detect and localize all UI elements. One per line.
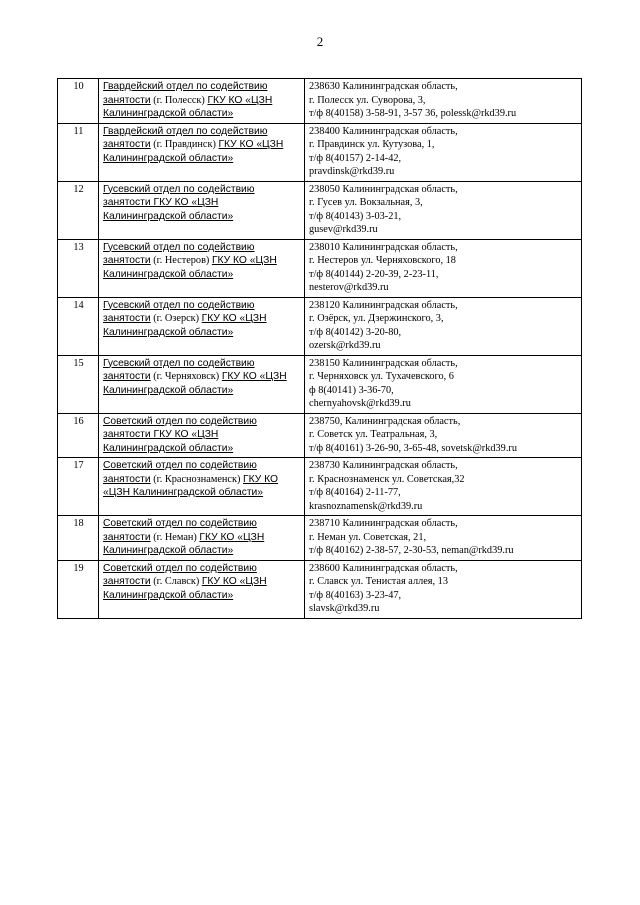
office-name-line: Советский отдел по содействию: [103, 562, 257, 574]
office-name-text: ГКУ КО: [243, 473, 278, 485]
address-line: г. Полесск ул. Суворова, 3,: [309, 94, 426, 106]
table-row: [58, 181, 582, 239]
address-line: 238710 Калининградская область,: [309, 518, 458, 529]
office-name-text: ГКУ КО «ЦЗН: [201, 576, 267, 587]
office-name-line: Калининградской области»: [103, 268, 234, 280]
office-name-line: Калининградской области»: [103, 589, 234, 601]
office-address-cell: [305, 413, 582, 458]
row-number: 13: [58, 239, 99, 297]
office-address-cell: [305, 239, 582, 297]
employment-offices-table: [57, 78, 582, 619]
table-body: [58, 79, 582, 619]
row-number: 17: [58, 458, 99, 516]
office-name-cell: [99, 79, 305, 124]
address-line: т/ф 8(40164) 2-11-77,: [309, 487, 401, 498]
address-line: т/ф 8(40163) 3-23-47,: [309, 589, 402, 601]
office-name-cell: [99, 297, 305, 355]
office-name-text: занятости: [103, 473, 151, 485]
office-name-line: Калининградской области»: [103, 152, 234, 164]
row-number: 11: [58, 123, 99, 181]
address-line: 238630 Калининградская область,: [309, 81, 458, 92]
address-line: chernyahovsk@rkd39.ru: [309, 398, 411, 409]
office-name-line: [103, 138, 301, 152]
address-line: ozersk@rkd39.ru: [309, 340, 381, 351]
office-name-cell: [99, 355, 305, 413]
address-line: krasnoznamensk@rkd39.ru: [309, 500, 423, 512]
address-line: 238400 Калининградская область,: [309, 125, 458, 137]
office-name-line: [103, 196, 301, 210]
address-line: т/ф 8(40142) 3-20-80,: [309, 326, 402, 338]
table-row: [58, 516, 582, 561]
address-line: 238730 Калининградская область,: [309, 460, 458, 471]
office-address-cell: [305, 123, 582, 181]
office-name-line: Гусевский отдел по содействию: [103, 299, 255, 311]
table-row: [58, 297, 582, 355]
row-number: 10: [58, 79, 99, 124]
address-line: 238600 Калининградская область,: [309, 562, 458, 574]
row-number: 15: [58, 355, 99, 413]
office-name-line: Гвардейский отдел по содействию: [103, 125, 268, 137]
address-line: nesterov@rkd39.ru: [309, 282, 389, 293]
table-row: [58, 355, 582, 413]
office-name-line: Калининградской области»: [103, 384, 234, 396]
office-name-text: занятости: [103, 255, 151, 266]
office-name-line: Калининградской области»: [103, 108, 234, 119]
office-name-line: Калининградской области»: [103, 210, 234, 222]
address-line: т/ф 8(40162) 2-38-57, 2-30-53, neman@rkd39.ru: [309, 545, 514, 556]
address-line: 238750, Калининградская область,: [309, 415, 461, 427]
office-name-line: Калининградской области»: [103, 326, 234, 338]
office-address-cell: [305, 516, 582, 561]
office-name-cell: [99, 123, 305, 181]
office-city: (г. Краснознаменск): [150, 473, 244, 485]
office-name-line: «ЦЗН Калининградской области»: [103, 487, 264, 498]
address-line: г. Советск ул. Театральная, 3,: [309, 429, 438, 440]
row-number: 12: [58, 181, 99, 239]
address-line: ф 8(40141) 3-36-70,: [309, 384, 394, 396]
office-name-text: занятости: [103, 94, 151, 106]
office-name-text: ГКУ КО «ЦЗН: [218, 139, 284, 150]
office-name-text: занятости: [103, 313, 151, 324]
office-name-line: Гвардейский отдел по содействию: [103, 81, 268, 92]
office-city: (г. Неман): [150, 531, 200, 543]
office-name-cell: [99, 458, 305, 516]
address-line: т/ф 8(40143) 3-03-21,: [309, 210, 402, 222]
address-line: pravdinsk@rkd39.ru: [309, 166, 395, 177]
row-number: 18: [58, 516, 99, 561]
office-city: (г. Правдинск): [150, 139, 219, 150]
office-name-line: Советский отдел по содействию: [103, 518, 257, 529]
table-row: [58, 239, 582, 297]
office-name-line: [103, 575, 301, 589]
address-line: г. Нестеров ул. Черняховского, 18: [309, 255, 456, 266]
office-name-line: Калининградской области»: [103, 545, 234, 556]
office-name-line: Гусевский отдел по содействию: [103, 183, 255, 195]
office-name-cell: [99, 239, 305, 297]
address-line: т/ф 8(40161) 3-26-90, 3-65-48, sovetsk@rkd39.ru: [309, 442, 517, 454]
office-name-text: ГКУ КО «ЦЗН: [207, 94, 273, 106]
office-name-line: [103, 473, 301, 487]
office-name-line: Калининградской области»: [103, 442, 234, 454]
address-line: 238120 Калининградская область,: [309, 299, 458, 311]
table-row: [58, 458, 582, 516]
table-row: [58, 123, 582, 181]
address-line: г. Гусев ул. Вокзальная, 3,: [309, 197, 423, 208]
row-number: 16: [58, 413, 99, 458]
table-row: [58, 79, 582, 124]
office-name-line: [103, 312, 301, 326]
office-name-line: [103, 370, 301, 384]
address-line: г. Неман ул. Советская, 21,: [309, 531, 427, 543]
office-name-text: занятости: [103, 576, 151, 587]
office-address-cell: [305, 355, 582, 413]
office-name-text: занятости ГКУ КО «ЦЗН: [103, 429, 219, 440]
office-city: (г. Черняховск): [150, 371, 222, 382]
address-line: г. Черняховск ул. Тухачевского, 6: [309, 371, 454, 382]
office-city: (г. Озерск): [150, 313, 202, 324]
address-line: т/ф 8(40157) 2-14-42,: [309, 152, 402, 164]
office-name-text: ГКУ КО «ЦЗН: [211, 255, 277, 266]
office-city: (г. Нестеров): [150, 255, 212, 266]
office-name-cell: [99, 560, 305, 618]
office-address-cell: [305, 560, 582, 618]
table-row: [58, 560, 582, 618]
address-line: т/ф 8(40158) 3-58-91, 3-57 36, polessk@rkd39.ru: [309, 108, 517, 119]
office-name-line: [103, 531, 301, 545]
office-name-text: ГКУ КО «ЦЗН: [199, 531, 265, 543]
address-line: г. Озёрск, ул. Дзержинского, 3,: [309, 313, 444, 324]
address-line: г. Краснознаменск ул. Советская,32: [309, 473, 465, 485]
office-name-cell: [99, 181, 305, 239]
office-name-line: Советский отдел по содействию: [103, 415, 257, 427]
office-city: (г. Славск): [150, 576, 202, 587]
address-line: 238010 Калининградская область,: [309, 241, 458, 253]
office-name-text: ГКУ КО «ЦЗН: [221, 371, 287, 382]
office-address-cell: [305, 458, 582, 516]
office-address-cell: [305, 79, 582, 124]
office-name-text: занятости ГКУ КО «ЦЗН: [103, 197, 219, 208]
office-address-cell: [305, 181, 582, 239]
office-name-text: занятости: [103, 531, 151, 543]
office-name-text: ГКУ КО «ЦЗН: [201, 313, 267, 324]
office-name-cell: [99, 516, 305, 561]
office-name-line: [103, 94, 301, 108]
address-line: 238150 Калининградская область,: [309, 357, 458, 369]
address-line: т/ф 8(40144) 2-20-39, 2-23-11,: [309, 268, 439, 280]
row-number: 19: [58, 560, 99, 618]
office-name-text: занятости: [103, 139, 151, 150]
row-number: 14: [58, 297, 99, 355]
address-line: г. Славск ул. Тенистая аллея, 13: [309, 576, 448, 587]
office-name-cell: [99, 413, 305, 458]
table-row: [58, 413, 582, 458]
office-name-text: занятости: [103, 371, 151, 382]
office-name-line: [103, 254, 301, 268]
address-line: 238050 Калининградская область,: [309, 183, 458, 195]
address-line: г. Правдинск ул. Кутузова, 1,: [309, 139, 435, 150]
page-number: 2: [316, 34, 324, 49]
office-name-line: Гусевский отдел по содействию: [103, 241, 255, 253]
office-city: (г. Полесск): [150, 94, 208, 106]
office-name-line: [103, 428, 301, 442]
office-address-cell: [305, 297, 582, 355]
office-name-line: Гусевский отдел по содействию: [103, 357, 255, 369]
office-name-line: Советский отдел по содействию: [103, 460, 257, 471]
address-line: slavsk@rkd39.ru: [309, 603, 380, 614]
address-line: gusev@rkd39.ru: [309, 224, 378, 235]
